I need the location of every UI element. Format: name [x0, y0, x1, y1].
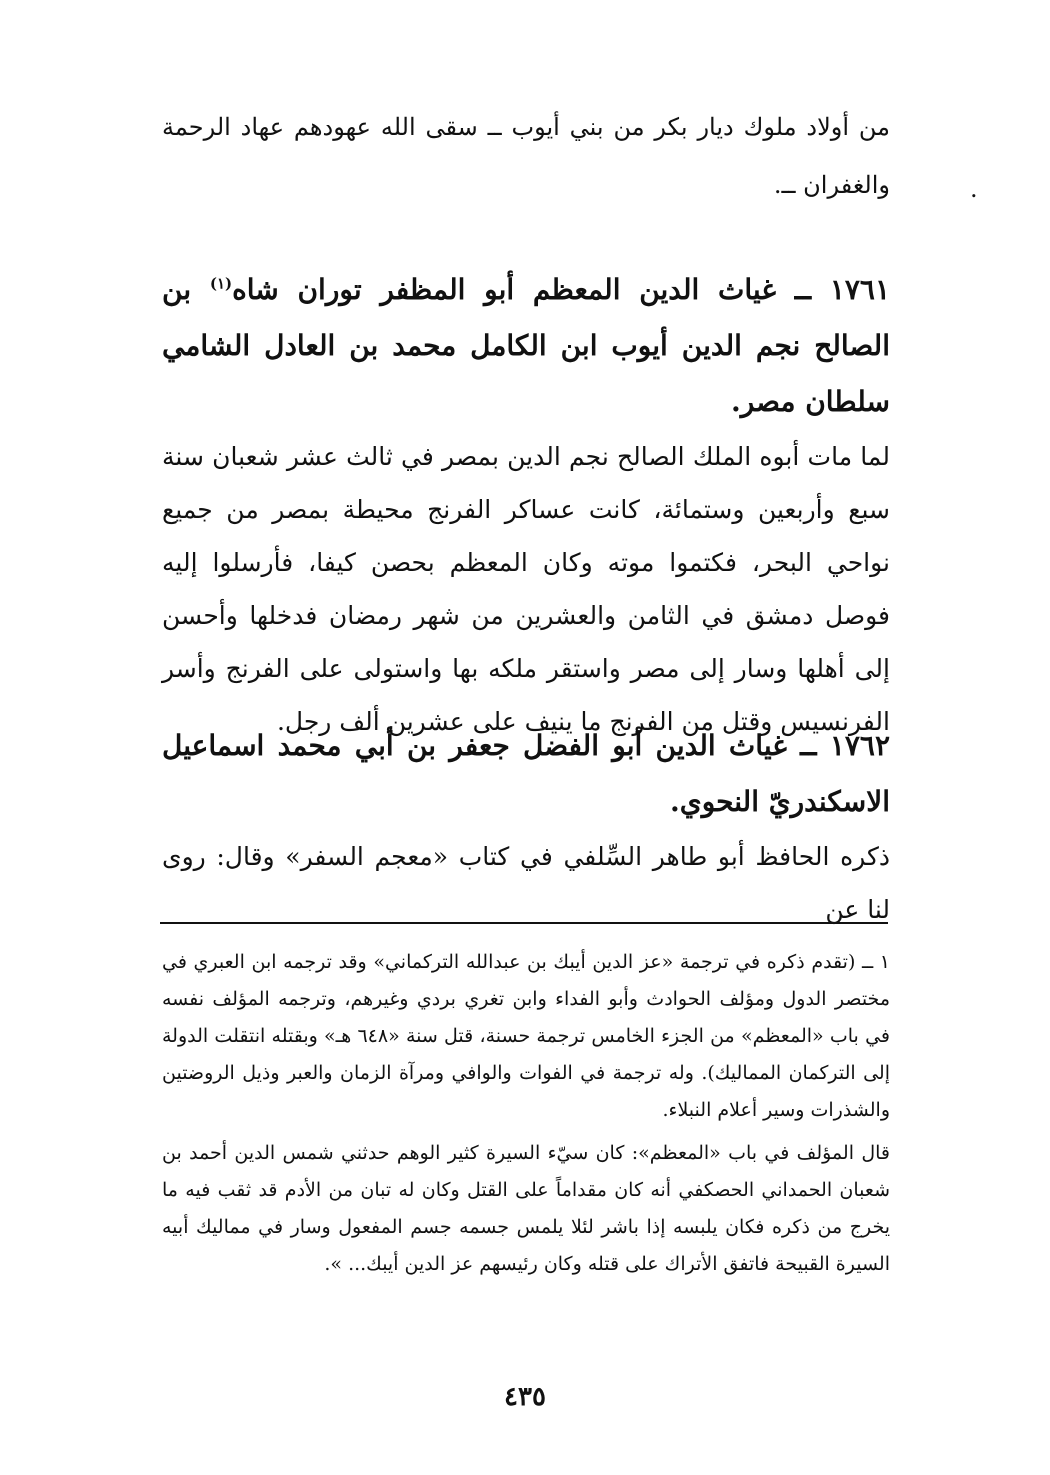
footnote-divider	[160, 922, 888, 924]
footnote-1: ١ ــ (تقدم ذكره في ترجمة «عز الدين أيبك بن عبدالله التركماني» وقد ترجمه ابن العبري في مختصر الدول ومؤلف الحوادث وأبو الفداء وابن تغري بردي وغيرهم، وترجمه المؤلف نفسه في باب «المعظم» من الجزء الخامس ترجمة حسنة، قتل سنة «٦٤٨ هـ» وبقتله انتقلت الدولة إلى التركمان المماليك). وله ترجمة في الفوات والوافي ومرآة الزمان والعبر وذيل الروضتين والشذرات وسير أعلام النبلاء.	[162, 951, 890, 1121]
entry-heading-rest: بن الصالح نجم الدين أيوب ابن الكامل محمد بن العادل الشامي سلطان مصر.	[162, 273, 890, 418]
entry-body: ذكره الحافظ أبو طاهر السِّلفي في كتاب «معجم السفر» وقال: روى لنا عن	[162, 842, 890, 924]
footnote-quote: قال المؤلف في باب «المعظم»: كان سيّء السيرة كثير الوهم حدثني شمس الدين أحمد بن شعبان الحمداني الحصكفي أنه كان مقداماً على القتل وكان له تبان من الأدم قد ثقب فيه ما يخرج من ذكره فكان يلبسه إذا باشر لئلا يلمس جسمه جسم المفعول وسار في مماليك أبيه السيرة القبيحة فاتفق الأتراك على قتله وكان رئيسهم عز الدين أيبك... ».	[162, 1142, 890, 1275]
entry-heading-main: ١٧٦٢ ــ غياث الدين أبو الفضل جعفر بن أبي محمد اسماعيل الاسكندريّ النحوي.	[162, 729, 890, 818]
intro-paragraph: من أولاد ملوك ديار بكر من بني أيوب ــ سقى الله عهودهم عهاد الرحمة والغفران ــ.	[162, 113, 891, 199]
entry-heading	[162, 262, 890, 430]
entry-1761	[162, 262, 890, 748]
entry-1762	[162, 718, 890, 936]
entry-heading	[162, 718, 890, 830]
footnote-reference: (١)	[209, 274, 233, 293]
entry-body: لما مات أبوه الملك الصالح نجم الدين بمصر في ثالث عشر شعبان سنة سبع وأربعين وستمائة، كانت عساكر الفرنج محيطة بمصر من جميع نواحي البحر، فكتموا موته وكان المعظم بحصن كيفا، فأرسلوا إليه فوصل دمشق في الثامن والعشرين من شهر رمضان فدخلها وأحسن إلى أهلها وسار إلى مصر واستقر ملكه بها واستولى على الفرنج وأسر الفرنسيس وقتل من الفرنج ما ينيف على عشرين ألف رجل.	[162, 442, 890, 736]
margin-mark: .	[970, 175, 978, 203]
page-number: ٤٣٥	[504, 1382, 546, 1412]
entry-heading-main: ١٧٦١ ــ غياث الدين المعظم أبو المظفر توران شاه	[232, 273, 890, 306]
footnotes	[162, 944, 890, 1283]
